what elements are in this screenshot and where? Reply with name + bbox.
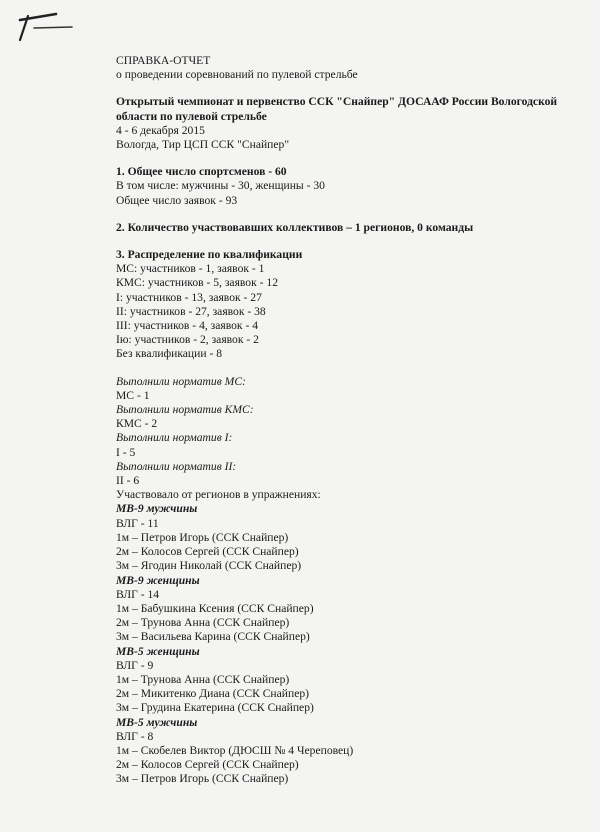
exercise-place: 2м – Трунова Анна (ССК Снайпер)	[116, 616, 290, 630]
qualification-row: III: участников - 4, заявок - 4	[116, 319, 259, 333]
norm-label: Выполнили норматив I:	[116, 431, 233, 445]
norm-value: I - 5	[116, 445, 136, 459]
exercise-title: МВ-5 женщины	[116, 644, 200, 658]
norm-label: Выполнили норматив МС:	[116, 374, 246, 388]
exercise-place: 3м – Петров Игорь (ССК Снайпер)	[116, 772, 289, 786]
exercise-place: 1м – Скобелев Виктор (ДЮСШ № 4 Череповец)	[116, 743, 354, 757]
section1-total-entries: Общее число заявок - 93	[116, 193, 238, 207]
event-dates: 4 - 6 декабря 2015	[116, 123, 205, 137]
qualification-row: МС: участников - 1, заявок - 1	[116, 262, 265, 276]
norm-value: II - 6	[116, 474, 140, 488]
event-name-line-1: Открытый чемпионат и первенство ССК "Снайпер" ДОСААФ России Вологодской	[116, 95, 558, 109]
section1-gender-split: В том числе: мужчины - 30, женщины - 30	[116, 179, 325, 193]
section1-heading: 1. Общее число спортсменов - 60	[116, 165, 287, 179]
section3-heading: 3. Распределение по квалификации	[116, 248, 303, 262]
exercise-place: 1м – Трунова Анна (ССК Снайпер)	[116, 672, 290, 686]
section2-heading: 2. Количество участвовавших коллективов – 1 регионов, 0 команды	[116, 220, 474, 234]
exercise-place: 2м – Микитенко Диана (ССК Снайпер)	[116, 687, 309, 701]
report-subtitle: о проведении соревнований по пулевой стрельбе	[116, 68, 358, 82]
exercise-title: МВ-5 мужчины	[116, 715, 198, 729]
exercise-title: МВ-9 женщины	[116, 573, 200, 587]
exercise-place: 1м – Петров Игорь (ССК Снайпер)	[116, 530, 289, 544]
exercise-title: МВ-9 мужчины	[116, 502, 198, 516]
norm-label: Выполнили норматив II:	[116, 459, 237, 473]
event-name-line-2: области по пулевой стрельбе	[116, 109, 267, 123]
exercise-region: ВЛГ - 9	[116, 658, 154, 672]
report-title: СПРАВКА-ОТЧЕТ	[116, 54, 211, 67]
regions-intro: Участвовало от регионов в упражнениях:	[116, 488, 321, 502]
exercise-place: 3м – Ягодин Николай (ССК Снайпер)	[116, 559, 302, 573]
exercise-place: 2м – Колосов Сергей (ССК Снайпер)	[116, 758, 299, 772]
qualification-row: Iю: участников - 2, заявок - 2	[116, 333, 259, 347]
event-venue: Вологда, Тир ЦСП ССК "Снайпер"	[116, 138, 290, 152]
handwritten-mark-icon	[6, 8, 76, 48]
report-body	[116, 54, 586, 787]
exercise-place: 3м – Васильева Карина (ССК Снайпер)	[116, 630, 310, 644]
qualification-row: I: участников - 13, заявок - 27	[116, 290, 262, 304]
exercise-place: 1м – Бабушкина Ксения (ССК Снайпер)	[116, 601, 314, 615]
norm-value: МС - 1	[116, 388, 150, 402]
qualification-row: Без квалификации - 8	[116, 347, 223, 361]
norm-label: Выполнили норматив КМС:	[116, 403, 254, 417]
exercise-region: ВЛГ - 8	[116, 729, 154, 743]
exercise-place: 2м – Колосов Сергей (ССК Снайпер)	[116, 545, 299, 559]
qualification-row: II: участников - 27, заявок - 38	[116, 304, 266, 318]
qualification-row: КМС: участников - 5, заявок - 12	[116, 276, 278, 290]
norm-value: КМС - 2	[116, 417, 158, 431]
exercise-region: ВЛГ - 14	[116, 587, 160, 601]
exercise-place: 3м – Грудина Екатерина (ССК Снайпер)	[116, 701, 314, 715]
exercise-region: ВЛГ - 11	[116, 516, 159, 530]
